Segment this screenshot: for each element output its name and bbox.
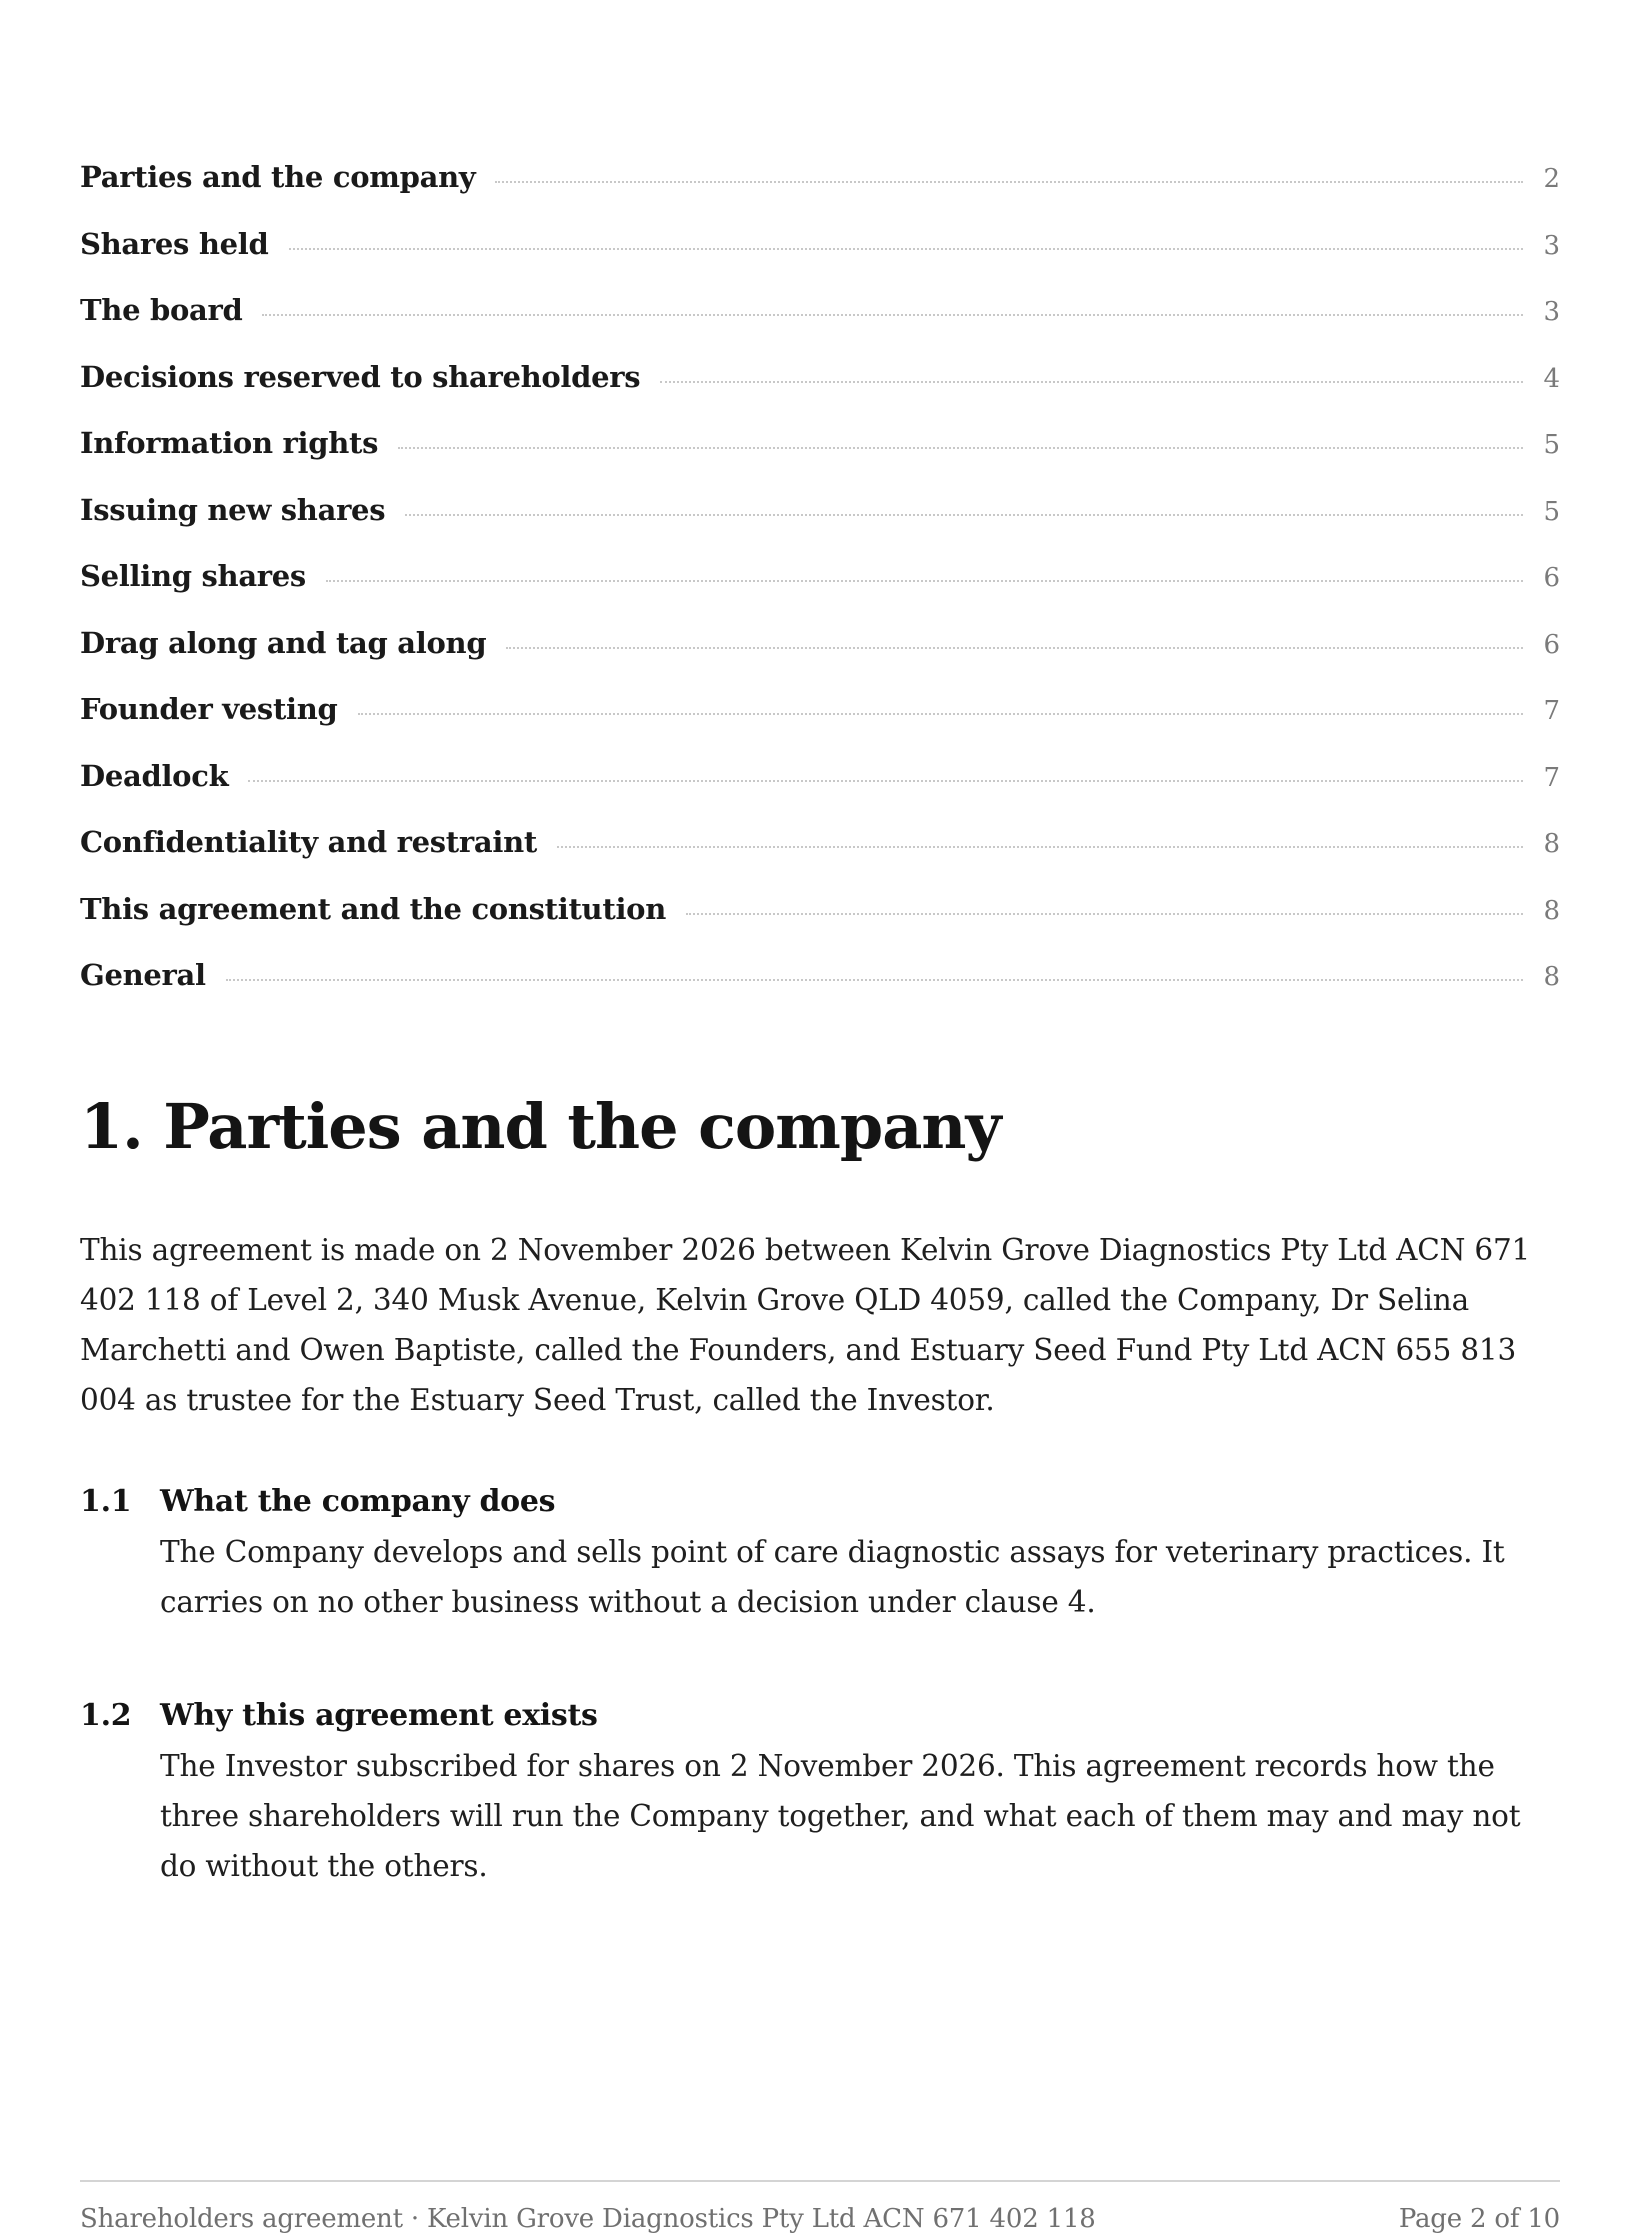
toc-entry-page: 3	[1543, 297, 1560, 327]
toc-entry[interactable]	[80, 493, 1560, 560]
toc-entry-title: Parties and the company	[80, 160, 476, 194]
toc-entry-title: Confidentiality and restraint	[80, 825, 537, 859]
toc-entry[interactable]	[80, 293, 1560, 360]
toc-entry[interactable]	[80, 559, 1560, 626]
toc-entry-title: Shares held	[80, 226, 269, 261]
toc-entry[interactable]	[80, 958, 1560, 1025]
clause-number: 1.1	[80, 1484, 132, 1519]
toc-entry[interactable]	[80, 426, 1560, 493]
toc-entry-page: 6	[1543, 563, 1560, 593]
toc-leader-dots	[226, 979, 1524, 981]
toc-leader-dots	[326, 580, 1523, 582]
toc-entry-page: 5	[1543, 496, 1560, 527]
clause-title: What the company does	[160, 1484, 556, 1519]
toc-entry-page: 8	[1543, 962, 1560, 992]
clause-number: 1.2	[80, 1698, 132, 1733]
toc-entry-page: 3	[1543, 230, 1560, 261]
clause	[80, 1484, 1560, 1627]
toc-entry-page: 8	[1543, 895, 1560, 926]
clause-heading	[80, 1484, 1560, 1519]
toc-leader-dots	[506, 647, 1523, 649]
toc-leader-dots	[398, 447, 1523, 449]
footer-divider	[80, 2180, 1560, 2182]
toc-entry[interactable]	[80, 759, 1560, 826]
toc-leader-dots	[495, 181, 1523, 183]
toc-leader-dots	[262, 314, 1523, 316]
toc-entry-page: 4	[1543, 363, 1560, 394]
toc-leader-dots	[686, 913, 1523, 915]
toc-entry-page: 2	[1543, 164, 1560, 194]
toc-leader-dots	[248, 780, 1523, 782]
toc-entry-page: 6	[1543, 629, 1560, 660]
toc-entry-page: 7	[1543, 696, 1560, 726]
page-footer	[80, 2204, 1560, 2234]
toc-entry-title: Selling shares	[80, 559, 306, 593]
toc-entry[interactable]	[80, 160, 1560, 227]
toc-entry-title: Decisions reserved to shareholders	[80, 359, 641, 394]
intro-paragraph: This agreement is made on 2 November 2026 between Kelvin Grove Diagnostics Pty Ltd ACN 671 402 118 of Level 2, 340 Musk Avenue, Kelvin Grove QLD 4059, called the Company, Dr Selina Marchetti and Owen Baptiste, called the Founders, and Estuary Seed Fund Pty Ltd ACN 655 813 004 as trustee for the Estuary Seed Trust, called the Investor.	[80, 1233, 1531, 1417]
toc-entry-title: Drag along and tag along	[80, 625, 487, 660]
toc-entry[interactable]	[80, 825, 1560, 892]
document-page	[80, 0, 1560, 2240]
toc-entry-title: Deadlock	[80, 758, 229, 793]
clause-body: The Investor subscribed for shares on 2 November 2026. This agreement records how the three shareholders will run the Company together, and what each of them may and may not do without the others.	[160, 1749, 1521, 1883]
toc-entry[interactable]	[80, 626, 1560, 693]
toc-entry-title: The board	[80, 293, 243, 327]
clause	[80, 1698, 1560, 1891]
footer-page-number: Page 2 of 10	[1398, 2204, 1560, 2234]
toc-entry-title: Issuing new shares	[80, 492, 386, 527]
toc-entry[interactable]	[80, 892, 1560, 959]
toc-leader-dots	[405, 514, 1523, 516]
toc-entry[interactable]	[80, 692, 1560, 759]
footer-document-label: Shareholders agreement · Kelvin Grove Diagnostics Pty Ltd ACN 671 402 118	[80, 2204, 1096, 2234]
clause-title: Why this agreement exists	[160, 1698, 598, 1733]
toc-leader-dots	[557, 846, 1523, 848]
table-of-contents	[80, 160, 1560, 1025]
toc-entry-title: General	[80, 958, 206, 992]
toc-entry-page: 7	[1543, 762, 1560, 793]
toc-entry-page: 8	[1543, 829, 1560, 859]
toc-entry-title: Founder vesting	[80, 692, 338, 726]
toc-entry[interactable]	[80, 360, 1560, 427]
clause-heading	[80, 1698, 1560, 1733]
toc-entry[interactable]	[80, 227, 1560, 294]
toc-leader-dots	[289, 248, 1524, 250]
toc-leader-dots	[660, 381, 1523, 383]
toc-entry-title: Information rights	[80, 426, 379, 460]
section-heading: 1. Parties and the company	[80, 1090, 1001, 1163]
toc-entry-title: This agreement and the constitution	[80, 891, 666, 926]
toc-entry-page: 5	[1543, 430, 1560, 460]
clause-body: The Company develops and sells point of care diagnostic assays for veterinary practices. It carries on no other business without a decision under clause 4.	[160, 1535, 1505, 1619]
toc-leader-dots	[358, 713, 1524, 715]
